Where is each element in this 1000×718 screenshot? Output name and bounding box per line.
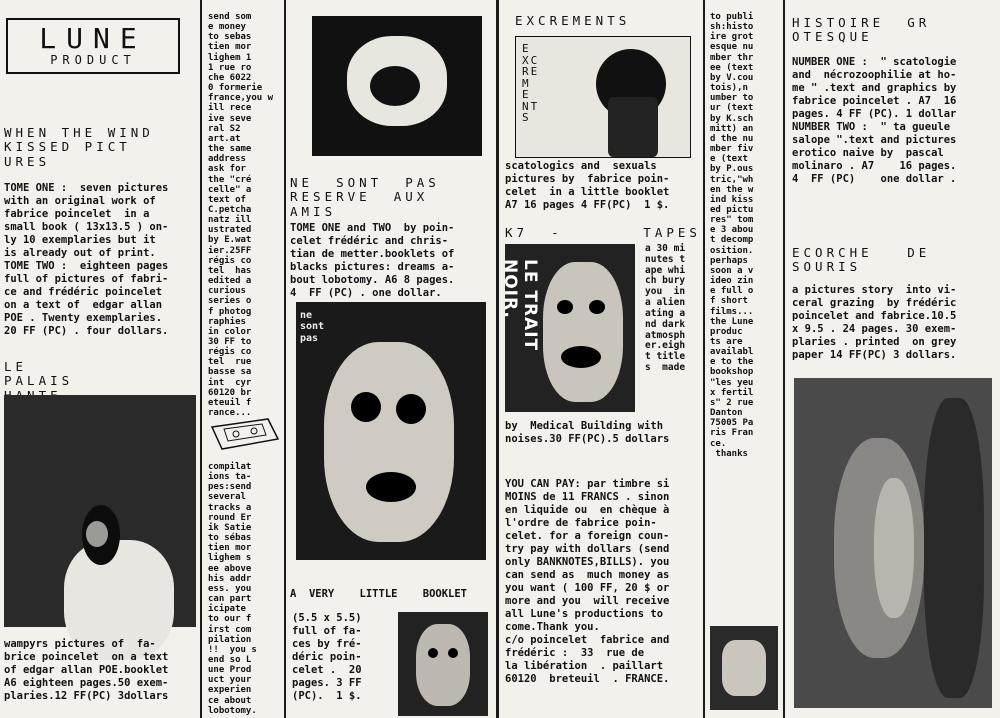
- to-publish-note: to publi sh:histo ire grot esque nu mber thr ee (text by V.cou tois),n umber to ur (text by K.sch mitt) an d the nu mber fiv e (text by P.ous tric,"wh en the w ind kiss ed pictu res" tom e 3 abou t decomp osition. perhaps soon a v ideo zin e full o f short films... the Lune produc ts are availabl e to the bookshop "les yeu x fertil s" 2 rue Danton 75005 Pa ris Fran ce. thanks: [710, 12, 754, 459]
- column-rule: [200, 0, 202, 718]
- column-to-publish: [710, 0, 782, 718]
- heading-histoire-grotesque: HISTOIRE GR OTESQUE: [792, 15, 931, 45]
- cover-title: ne sont pas: [300, 310, 325, 344]
- heading-ne-sont-pas: NE SONT PAS RESERVE AUX AMIS: [290, 175, 440, 219]
- when-the-wind-text: TOME ONE : seven pictures with an original work of fabrice poincelet in a small book ( 13x13.5 ) on- ly 10 exemplaries but it is already out of print. TOME TWO : eighteen pages full of pictures of fabri- ce and frédéric poincelet on a text of edgar allan POE . Twenty exemplaries. 20 FF (PC) . four dollars.: [4, 182, 169, 338]
- heading-when-the-wind: WHEN THE WIND KISSED PICT URES: [4, 125, 154, 169]
- excrements-poster-image: [515, 36, 691, 158]
- heading-le-palais-hante: LE PALAIS: [4, 359, 74, 389]
- poster-letter: RE: [522, 65, 540, 79]
- poster-letter: S: [522, 111, 531, 125]
- ne-sont-pas-text: TOME ONE and TWO by poin- celet frédéric and chris- tian de metter.booklets of blacks pictures: dreams a- bout lobotomy. A6 8 pages. 4 FF (PC) . one dollar.: [290, 222, 455, 300]
- little-booklet-face-image: [398, 612, 488, 716]
- lune-product-logo: [6, 18, 180, 74]
- column-rule: [496, 0, 499, 718]
- le-trait-noir-tape-cover: [500, 244, 635, 412]
- ecorche-de-souris-image: [794, 378, 992, 708]
- send-money-note: send som e money to sebas tien mor lighem 1 1 rue ro che 6022 0 formerie france,you w ill rece ive seve ral S2 art.at the same address ask for the "cré celle" a text of C.petcha natz ill ustrated by E.wat ier.25FF régis co tel has edited a curious series o f photog raphies in color 30 FF to régis co tel rue basse sa int cyr 60120 br eteuil f rance...: [208, 12, 274, 419]
- column-narrow-notes: [208, 0, 282, 718]
- heading-excrements: EXCREMENTS: [515, 13, 631, 28]
- heading-very-little-booklet: A VERY LITTLE BOOKLET: [290, 588, 468, 600]
- poster-letter: M: [522, 76, 531, 90]
- column-ne-sont-pas: [290, 0, 494, 718]
- top-engraving-image: [312, 16, 482, 156]
- poster-letter: XC: [522, 53, 540, 67]
- heading-k7-tapes: K7 - TAPES: [505, 225, 701, 240]
- palais-hante-text: wampyrs pictures of fa- brice poincelet on a text of edgar allan POE.booklet A6 eighteen pages.50 exem- plaries.12 FF(PC) 3dollars: [4, 638, 169, 703]
- ecorche-de-souris-text: a pictures story into vi- ceral grazing by frédéric poincelet and fabrice.10.5 x 9.5 . 24 pages. 30 exem- plaries . printed on grey paper 14 FF(PC) 3 dollars.: [792, 284, 957, 362]
- poster-letter: E: [522, 42, 531, 55]
- column-excrements: [500, 0, 701, 718]
- column-rule: [703, 0, 705, 718]
- logo-title: LUNE: [39, 22, 147, 55]
- payment-text: YOU CAN PAY: par timbre si MOINS de 11 FRANCS . sinon en liquide ou en chèque à l'ordre de fabrice poin- celet. for a foreign coun- try pay with dollars (send only BANKNOTES,BILLS). you can send as much money as you want ( 100 FF, 20 $ or more and you will receive all Lune's productions to come.Thank you. c/o poincelet fabrice and frédéric : 33 rue de la libération . paillart 60120 breteuil . FRANCE.: [505, 478, 670, 686]
- booklet-text: (5.5 x 5.5) full of fa- ces by fré- déric poin- celet . 20 pages. 3 FF (PC). 1 $.: [292, 612, 362, 703]
- column-histoire-grotesque: [792, 0, 996, 718]
- histoire-grotesque-text: NUMBER ONE : " scatologie and nécrozoophilie at ho- me " .text and graphics by fabrice poincelet . A7 16 pages. 4 FF (PC). 1 dollar NUMBER TWO : " ta gueule salope ".text and pictures erotico naive by pascal molinaro . A7 16 pages. 4 FF (PC) one dollar .: [792, 56, 957, 186]
- column-rule: [783, 0, 785, 718]
- column-lune-product: [4, 0, 198, 718]
- small-ornament-image: [710, 626, 778, 710]
- logo-subtitle: PRODUCT: [50, 53, 136, 67]
- poster-letter: E: [522, 88, 531, 102]
- tape-title: LE TRAIT NOIR.: [500, 259, 540, 352]
- compilation-tapes-note: compilat ions ta- pes:send several tracks a round Er ik Satie to sébas tien mor lighem s ee above his addr ess. you can part icipate to our f irst com pilation !! you s end so L une Prod uct your experien ce about lobotomy.: [208, 462, 257, 716]
- tape-text: by Medical Building with noises.30 FF(PC).5 dollars: [505, 420, 670, 446]
- heading-ecorche-de-souris: ECORCHE DE SOURIS: [792, 245, 931, 275]
- excrements-text: scatologics and sexuals pictures by fabrice poin- celet in a little booklet A7 16 pages 4 FF(PC) 1 $.: [505, 160, 670, 212]
- tape-description: a 30 mi nutes t ape whi ch bury you in a alien ating a nd dark atmosph er.eigh t title s made: [645, 243, 686, 374]
- poster-letter: NT: [522, 99, 540, 113]
- palais-hante-photo: [4, 395, 196, 627]
- cassette-tape-icon: [208, 415, 282, 459]
- ne-sont-pas-cover-image: [296, 302, 486, 560]
- column-rule: [284, 0, 286, 718]
